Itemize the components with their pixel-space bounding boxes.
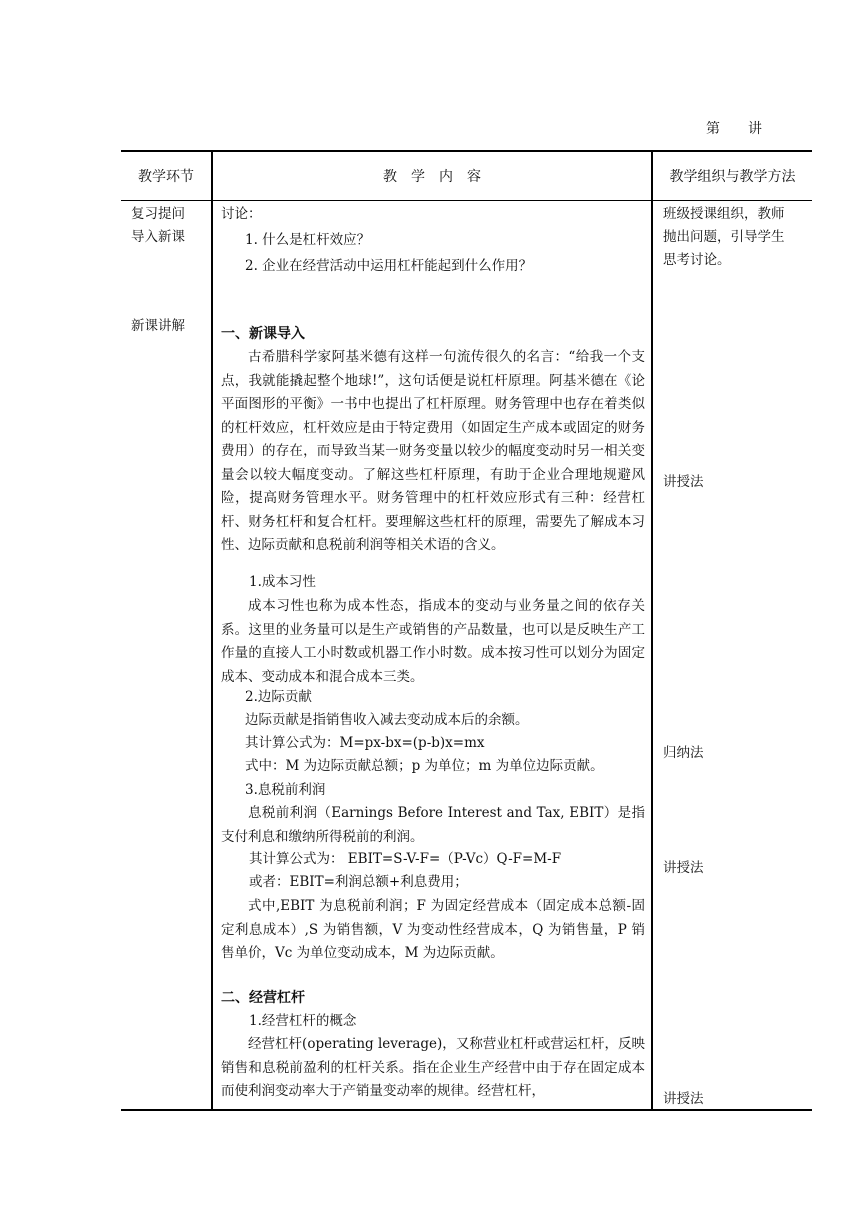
stage-review-line2: 导入新课: [131, 229, 185, 245]
org-line1: 班级授课组织，教师: [663, 206, 785, 222]
subsection-operating-leverage: 1.经营杠杆的概念: [249, 1013, 357, 1029]
question-2: 2. 企业在经营活动中运用杠杆能起到什么作用？: [245, 258, 533, 274]
ebit-alternative: 或者：EBIT=利润总额+利息费用；: [249, 874, 468, 890]
subsection-cost-behavior: 1.成本习性: [249, 574, 316, 590]
section-1-title: 一、新课导入: [221, 326, 305, 342]
lecture-number-label: [706, 118, 762, 138]
stage-review-line1: 复习提问: [131, 206, 185, 222]
header-teaching-stage: 教学环节: [121, 151, 212, 201]
ebit-formula: 其计算公式为： EBIT=S-V-F=（P-Vc）Q-F=M-F: [249, 851, 562, 867]
ebit-notes: 式中,EBIT 为息税前利润；F 为固定经营成本（固定成本总额-固定利息成本）,S 为销售额，V 为变动性经营成本，Q 为销售量，P 销售单价，Vc 为单位变动成本，M 为边际贡献。: [221, 898, 645, 961]
content-cell: [212, 201, 652, 1111]
question-1: 1. 什么是杠杆效应？: [245, 232, 371, 248]
lesson-plan-table: [121, 150, 812, 1111]
method-lecture-1: 讲授法: [663, 474, 704, 490]
lecture-label-prefix: 第: [706, 121, 720, 137]
header-teaching-content: 教 学 内 容: [212, 151, 652, 201]
stage-cell: [121, 201, 212, 1111]
header-teaching-method: 教学组织与教学方法: [652, 151, 812, 201]
method-induction: 归纳法: [663, 745, 704, 761]
ebit-definition: 息税前利润（Earnings Before Interest and Tax, EBIT）是指支付利息和缴纳所得税前的利润。: [221, 805, 645, 845]
org-line3: 思考讨论。: [663, 252, 731, 268]
marginal-contribution-def: 边际贡献是指销售收入减去变动成本后的余额。: [245, 712, 529, 728]
subsection-marginal-contribution: 2.边际贡献: [245, 689, 312, 705]
operating-leverage-text: 经营杠杆(operating leverage)，又称营业杠杆或营运杠杆，反映销售和息税前盈利的杠杆关系。指在企业生产经营中由于存在固定成本而使利润变动率大于产销量变动率的规律。经营杠杆，: [221, 1036, 645, 1099]
method-lecture-3: 讲授法: [663, 1091, 704, 1107]
section-1-intro: 古希腊科学家阿基米德有这样一句流传很久的名言：“给我一个支点，我就能撬起整个地球!”，这句话便是说杠杆原理。阿基米德在《论平面图形的平衡》一书中也提出了杠杆原理。财务管理中也存在着类似的杠杆效应，杠杆效应是由于特定费用（如固定生产成本或固定的财务费用）的存在，而导致当某一财务变量以较少的幅度变动时另一相关变量会以较大幅度变动。了解这些杠杆原理，有助于企业合理地规避风险，提高财务管理水平。财务管理中的杠杆效应形式有三种：经营杠杆、财务杠杆和复合杠杆。要理解这些杠杆的原理，需要先了解成本习性、边际贡献和息税前利润等相关术语的含义。: [221, 349, 645, 553]
method-lecture-2: 讲授法: [663, 860, 704, 876]
marginal-contribution-formula: 其计算公式为：M=px-bx=(p-b)x=mx: [245, 735, 485, 751]
cost-behavior-text: 成本习性也称为成本性态，指成本的变动与业务量之间的依存关系。这里的业务量可以是生产或销售的产品数量，也可以是反映生产工作量的直接人工小时数或机器工作小时数。成本按习性可以划分为固定成本、变动成本和混合成本三类。: [221, 598, 645, 685]
table-body-row: [121, 201, 812, 1111]
org-line2: 抛出问题，引导学生: [663, 229, 785, 245]
marginal-contribution-notes: 式中：M 为边际贡献总额；p 为单位；m 为单位边际贡献。: [245, 758, 604, 774]
lecture-label-suffix: 讲: [748, 121, 762, 137]
section-2-title: 二、经营杠杆: [221, 990, 305, 1006]
table-header-row: [121, 151, 812, 201]
method-cell: [652, 201, 812, 1111]
discussion-label: 讨论：: [221, 206, 262, 222]
subsection-ebit: 3.息税前利润: [245, 782, 326, 798]
stage-new-lesson: 新课讲解: [131, 318, 185, 334]
